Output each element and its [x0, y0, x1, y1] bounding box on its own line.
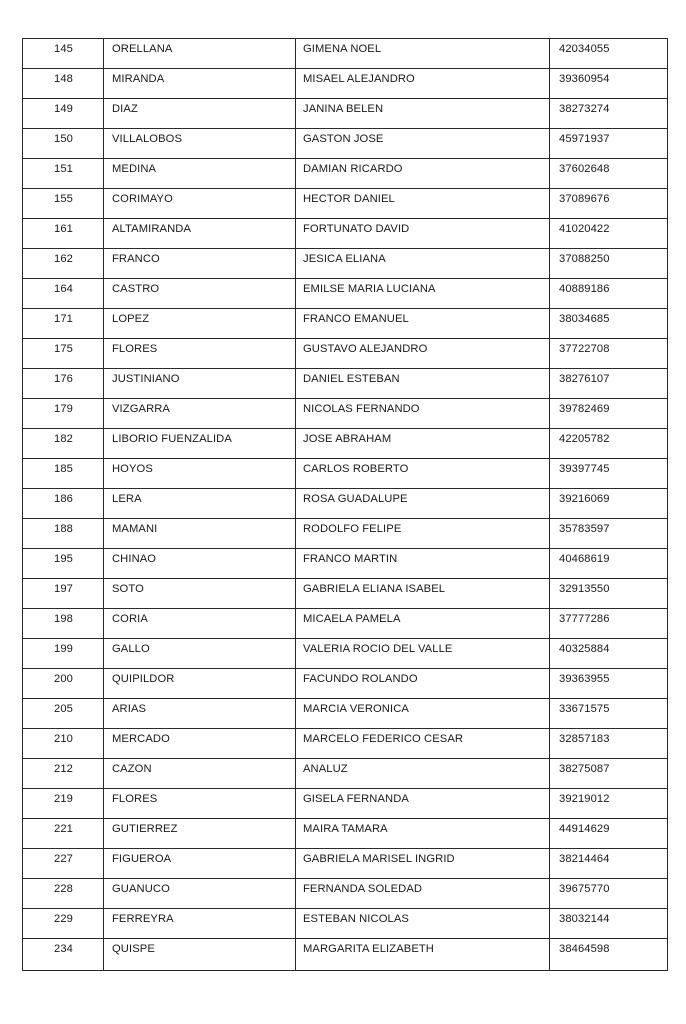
last-name-text: DIAZ	[112, 103, 138, 115]
table-row	[23, 819, 668, 849]
document-number-cell	[550, 699, 668, 729]
document-number-cell	[550, 129, 668, 159]
first-name-text: FACUNDO ROLANDO	[303, 673, 418, 685]
document-number-text: 39363955	[559, 673, 610, 685]
row-number-cell	[23, 849, 104, 879]
row-number-text: 176	[54, 373, 73, 385]
last-name-cell	[104, 399, 296, 429]
row-number-cell	[23, 279, 104, 309]
last-name-cell	[104, 609, 296, 639]
row-number-text: 182	[54, 433, 73, 445]
last-name-cell	[104, 99, 296, 129]
first-name-text: MAIRA TAMARA	[303, 823, 388, 835]
document-number-cell	[550, 909, 668, 939]
table-row	[23, 789, 668, 819]
first-name-cell	[296, 189, 550, 219]
document-number-cell	[550, 879, 668, 909]
table-row	[23, 669, 668, 699]
row-number-cell	[23, 189, 104, 219]
document-number-text: 38032144	[559, 913, 610, 925]
first-name-cell	[296, 789, 550, 819]
first-name-text: ESTEBAN NICOLAS	[303, 913, 409, 925]
row-number-cell	[23, 249, 104, 279]
first-name-text: MARGARITA ELIZABETH	[303, 943, 434, 955]
row-number-text: 195	[54, 553, 73, 565]
document-number-cell	[550, 639, 668, 669]
table-row	[23, 429, 668, 459]
first-name-text: FRANCO MARTIN	[303, 553, 398, 565]
last-name-text: JUSTINIANO	[112, 373, 180, 385]
roster-table-body	[23, 39, 668, 971]
first-name-cell	[296, 639, 550, 669]
document-number-cell	[550, 489, 668, 519]
first-name-cell	[296, 609, 550, 639]
last-name-text: VILLALOBOS	[112, 133, 183, 145]
first-name-cell	[296, 669, 550, 699]
row-number-text: 200	[54, 673, 73, 685]
row-number-text: 145	[54, 43, 73, 55]
first-name-cell	[296, 819, 550, 849]
first-name-text: GABRIELA ELIANA ISABEL	[303, 583, 446, 595]
row-number-text: 199	[54, 643, 73, 655]
document-number-text: 37089676	[559, 193, 610, 205]
first-name-cell	[296, 459, 550, 489]
first-name-text: NICOLAS FERNANDO	[303, 403, 420, 415]
row-number-text: 148	[54, 73, 73, 85]
document-number-cell	[550, 819, 668, 849]
last-name-cell	[104, 759, 296, 789]
first-name-text: MARCELO FEDERICO CESAR	[303, 733, 464, 745]
row-number-text: 210	[54, 733, 73, 745]
last-name-text: HOYOS	[112, 463, 153, 475]
last-name-cell	[104, 39, 296, 69]
row-number-text: 197	[54, 583, 73, 595]
last-name-cell	[104, 879, 296, 909]
first-name-text: GISELA FERNANDA	[303, 793, 409, 805]
table-row	[23, 549, 668, 579]
last-name-cell	[104, 369, 296, 399]
first-name-cell	[296, 219, 550, 249]
last-name-text: MERCADO	[112, 733, 170, 745]
row-number-cell	[23, 579, 104, 609]
table-row	[23, 189, 668, 219]
document-number-text: 39782469	[559, 403, 610, 415]
last-name-text: GUTIERREZ	[112, 823, 178, 835]
row-number-cell	[23, 939, 104, 971]
row-number-text: 227	[54, 853, 73, 865]
row-number-text: 198	[54, 613, 73, 625]
last-name-text: ALTAMIRANDA	[112, 223, 192, 235]
table-row	[23, 339, 668, 369]
table-row	[23, 879, 668, 909]
document-number-text: 37777286	[559, 613, 610, 625]
table-row	[23, 609, 668, 639]
row-number-cell	[23, 69, 104, 99]
last-name-cell	[104, 159, 296, 189]
document-number-text: 40325884	[559, 643, 610, 655]
last-name-cell	[104, 279, 296, 309]
first-name-text: HECTOR DANIEL	[303, 193, 395, 205]
table-row	[23, 459, 668, 489]
first-name-cell	[296, 579, 550, 609]
document-number-cell	[550, 339, 668, 369]
last-name-cell	[104, 519, 296, 549]
document-number-text: 38276107	[559, 373, 610, 385]
last-name-text: LERA	[112, 493, 142, 505]
row-number-cell	[23, 519, 104, 549]
last-name-cell	[104, 189, 296, 219]
last-name-cell	[104, 669, 296, 699]
first-name-cell	[296, 429, 550, 459]
first-name-text: ANALUZ	[303, 763, 348, 775]
first-name-text: GASTON JOSE	[303, 133, 384, 145]
last-name-text: VIZGARRA	[112, 403, 170, 415]
last-name-text: FRANCO	[112, 253, 160, 265]
last-name-cell	[104, 219, 296, 249]
last-name-cell	[104, 819, 296, 849]
first-name-cell	[296, 849, 550, 879]
first-name-cell	[296, 729, 550, 759]
row-number-cell	[23, 399, 104, 429]
last-name-text: ARIAS	[112, 703, 147, 715]
table-row	[23, 39, 668, 69]
last-name-text: MEDINA	[112, 163, 157, 175]
document-number-text: 38034685	[559, 313, 610, 325]
row-number-cell	[23, 909, 104, 939]
first-name-cell	[296, 249, 550, 279]
first-name-text: RODOLFO FELIPE	[303, 523, 402, 535]
first-name-text: FERNANDA SOLEDAD	[303, 883, 423, 895]
first-name-cell	[296, 489, 550, 519]
first-name-cell	[296, 759, 550, 789]
first-name-text: MISAEL ALEJANDRO	[303, 73, 415, 85]
first-name-text: JANINA BELEN	[303, 103, 384, 115]
document-number-text: 38273274	[559, 103, 610, 115]
table-row	[23, 909, 668, 939]
table-row	[23, 69, 668, 99]
document-number-text: 42205782	[559, 433, 610, 445]
first-name-text: JOSE ABRAHAM	[303, 433, 392, 445]
document-number-text: 33671575	[559, 703, 610, 715]
last-name-text: MIRANDA	[112, 73, 165, 85]
row-number-cell	[23, 99, 104, 129]
table-row	[23, 369, 668, 399]
last-name-cell	[104, 789, 296, 819]
first-name-text: CARLOS ROBERTO	[303, 463, 409, 475]
row-number-cell	[23, 459, 104, 489]
first-name-cell	[296, 129, 550, 159]
first-name-text: DANIEL ESTEBAN	[303, 373, 400, 385]
document-number-cell	[550, 189, 668, 219]
last-name-text: LIBORIO FUENZALIDA	[112, 433, 232, 445]
row-number-text: 221	[54, 823, 73, 835]
last-name-cell	[104, 489, 296, 519]
row-number-cell	[23, 609, 104, 639]
last-name-cell	[104, 429, 296, 459]
first-name-cell	[296, 399, 550, 429]
row-number-cell	[23, 39, 104, 69]
document-number-text: 40889186	[559, 283, 610, 295]
table-row	[23, 279, 668, 309]
first-name-text: GABRIELA MARISEL INGRID	[303, 853, 455, 865]
last-name-text: LOPEZ	[112, 313, 150, 325]
row-number-cell	[23, 489, 104, 519]
row-number-text: 234	[54, 943, 73, 955]
first-name-text: JESICA ELIANA	[303, 253, 386, 265]
document-number-cell	[550, 459, 668, 489]
last-name-text: CORIA	[112, 613, 148, 625]
first-name-text: MICAELA PAMELA	[303, 613, 401, 625]
last-name-text: ORELLANA	[112, 43, 173, 55]
table-row	[23, 129, 668, 159]
first-name-cell	[296, 519, 550, 549]
first-name-cell	[296, 549, 550, 579]
first-name-text: FORTUNATO DAVID	[303, 223, 410, 235]
document-number-cell	[550, 549, 668, 579]
document-number-cell	[550, 519, 668, 549]
document-number-cell	[550, 369, 668, 399]
last-name-text: FERREYRA	[112, 913, 174, 925]
row-number-cell	[23, 639, 104, 669]
document-number-cell	[550, 669, 668, 699]
first-name-cell	[296, 99, 550, 129]
last-name-cell	[104, 309, 296, 339]
table-row	[23, 849, 668, 879]
document-number-text: 38464598	[559, 943, 610, 955]
document-number-cell	[550, 69, 668, 99]
table-row	[23, 399, 668, 429]
table-row	[23, 519, 668, 549]
row-number-cell	[23, 879, 104, 909]
document-number-cell	[550, 279, 668, 309]
row-number-text: 205	[54, 703, 73, 715]
last-name-cell	[104, 339, 296, 369]
row-number-text: 179	[54, 403, 73, 415]
row-number-text: 212	[54, 763, 73, 775]
row-number-text: 188	[54, 523, 73, 535]
document-number-cell	[550, 789, 668, 819]
document-number-cell	[550, 939, 668, 971]
table-row	[23, 699, 668, 729]
last-name-cell	[104, 129, 296, 159]
document-number-text: 42034055	[559, 43, 610, 55]
document-number-cell	[550, 159, 668, 189]
document-number-cell	[550, 99, 668, 129]
table-row	[23, 729, 668, 759]
first-name-text: GIMENA NOEL	[303, 43, 382, 55]
table-row	[23, 219, 668, 249]
last-name-text: MAMANI	[112, 523, 158, 535]
last-name-text: CORIMAYO	[112, 193, 173, 205]
last-name-cell	[104, 939, 296, 971]
table-row	[23, 249, 668, 279]
document-number-text: 39397745	[559, 463, 610, 475]
last-name-text: GUANUCO	[112, 883, 170, 895]
first-name-text: MARCIA VERONICA	[303, 703, 409, 715]
document-number-cell	[550, 219, 668, 249]
last-name-cell	[104, 69, 296, 99]
first-name-text: DAMIAN RICARDO	[303, 163, 403, 175]
row-number-text: 175	[54, 343, 73, 355]
document-number-text: 37602648	[559, 163, 610, 175]
last-name-cell	[104, 459, 296, 489]
first-name-text: GUSTAVO ALEJANDRO	[303, 343, 428, 355]
row-number-cell	[23, 219, 104, 249]
document-number-text: 41020422	[559, 223, 610, 235]
row-number-cell	[23, 429, 104, 459]
first-name-cell	[296, 369, 550, 399]
document-number-text: 37722708	[559, 343, 610, 355]
document-number-cell	[550, 39, 668, 69]
document-number-text: 45971937	[559, 133, 610, 145]
row-number-cell	[23, 669, 104, 699]
first-name-cell	[296, 939, 550, 971]
document-number-text: 40468619	[559, 553, 610, 565]
document-number-cell	[550, 309, 668, 339]
last-name-text: FLORES	[112, 793, 158, 805]
row-number-cell	[23, 159, 104, 189]
document-number-text: 37088250	[559, 253, 610, 265]
first-name-cell	[296, 699, 550, 729]
last-name-text: CASTRO	[112, 283, 160, 295]
document-number-text: 39216069	[559, 493, 610, 505]
first-name-cell	[296, 879, 550, 909]
first-name-text: FRANCO EMANUEL	[303, 313, 409, 325]
last-name-text: SOTO	[112, 583, 144, 595]
last-name-text: GALLO	[112, 643, 150, 655]
row-number-text: 149	[54, 103, 73, 115]
document-number-text: 39219012	[559, 793, 610, 805]
row-number-cell	[23, 369, 104, 399]
last-name-text: FLORES	[112, 343, 158, 355]
document-number-text: 32913550	[559, 583, 610, 595]
last-name-cell	[104, 699, 296, 729]
last-name-cell	[104, 249, 296, 279]
document-number-cell	[550, 429, 668, 459]
document-number-cell	[550, 399, 668, 429]
first-name-cell	[296, 69, 550, 99]
table-row	[23, 309, 668, 339]
document-number-text: 38275087	[559, 763, 610, 775]
row-number-text: 150	[54, 133, 73, 145]
last-name-text: FIGUEROA	[112, 853, 172, 865]
document-number-text: 32857183	[559, 733, 610, 745]
row-number-text: 155	[54, 193, 73, 205]
row-number-cell	[23, 759, 104, 789]
table-row	[23, 639, 668, 669]
document-number-text: 39360954	[559, 73, 610, 85]
last-name-cell	[104, 849, 296, 879]
row-number-cell	[23, 699, 104, 729]
document-number-text: 38214464	[559, 853, 610, 865]
first-name-cell	[296, 339, 550, 369]
table-row	[23, 99, 668, 129]
row-number-text: 161	[54, 223, 73, 235]
row-number-text: 151	[54, 163, 73, 175]
last-name-cell	[104, 909, 296, 939]
document-number-cell	[550, 849, 668, 879]
first-name-cell	[296, 39, 550, 69]
table-row	[23, 579, 668, 609]
row-number-text: 164	[54, 283, 73, 295]
row-number-text: 228	[54, 883, 73, 895]
row-number-cell	[23, 729, 104, 759]
row-number-cell	[23, 789, 104, 819]
table-row	[23, 159, 668, 189]
last-name-text: CAZON	[112, 763, 152, 775]
document-number-cell	[550, 609, 668, 639]
first-name-text: VALERIA ROCIO DEL VALLE	[303, 643, 453, 655]
table-row	[23, 759, 668, 789]
last-name-cell	[104, 639, 296, 669]
last-name-cell	[104, 729, 296, 759]
document-number-cell	[550, 579, 668, 609]
last-name-cell	[104, 579, 296, 609]
row-number-text: 229	[54, 913, 73, 925]
last-name-text: QUISPE	[112, 943, 155, 955]
row-number-cell	[23, 339, 104, 369]
last-name-text: QUIPILDOR	[112, 673, 175, 685]
last-name-text: CHINAO	[112, 553, 157, 565]
row-number-cell	[23, 129, 104, 159]
first-name-cell	[296, 309, 550, 339]
document-number-text: 44914629	[559, 823, 610, 835]
document-number-text: 35783597	[559, 523, 610, 535]
first-name-cell	[296, 159, 550, 189]
last-name-cell	[104, 549, 296, 579]
table-row	[23, 939, 668, 971]
row-number-text: 185	[54, 463, 73, 475]
row-number-text: 186	[54, 493, 73, 505]
roster-table	[22, 38, 668, 971]
row-number-cell	[23, 549, 104, 579]
row-number-cell	[23, 819, 104, 849]
row-number-text: 171	[54, 313, 73, 325]
row-number-cell	[23, 309, 104, 339]
row-number-text: 162	[54, 253, 73, 265]
first-name-cell	[296, 279, 550, 309]
table-row	[23, 489, 668, 519]
document-number-cell	[550, 729, 668, 759]
document-number-cell	[550, 759, 668, 789]
first-name-cell	[296, 909, 550, 939]
first-name-text: ROSA GUADALUPE	[303, 493, 408, 505]
document-number-text: 39675770	[559, 883, 610, 895]
first-name-text: EMILSE MARIA LUCIANA	[303, 283, 436, 295]
document-number-cell	[550, 249, 668, 279]
row-number-text: 219	[54, 793, 73, 805]
